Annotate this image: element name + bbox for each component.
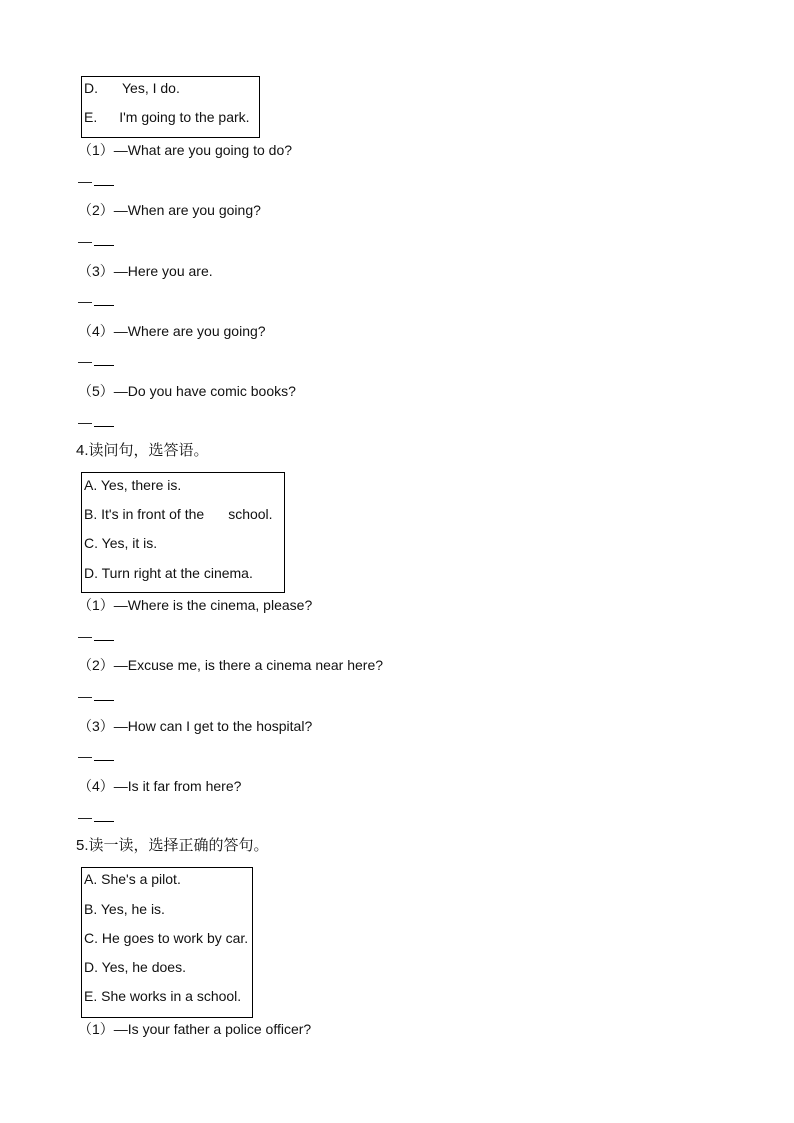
answer-blank[interactable]: [94, 173, 114, 186]
answer-dash: —: [78, 173, 92, 189]
answer-blank[interactable]: [94, 293, 114, 306]
option-a: A. Yes, there is.: [84, 477, 182, 493]
option-d: D. Yes, he does.: [84, 959, 186, 975]
option-letter: D.: [84, 80, 98, 96]
answer-line[interactable]: [78, 172, 114, 190]
question-text: —Excuse me, is there a cinema near here?: [113, 657, 384, 673]
question-number: （2）: [78, 657, 114, 673]
question-number: （1）: [78, 142, 114, 158]
answer-dash: —: [78, 233, 92, 249]
question-row: [78, 382, 296, 400]
option-e: E. She works in a school.: [84, 988, 242, 1004]
option-d: D. Turn right at the cinema.: [84, 565, 253, 581]
question-number: （3）: [78, 718, 114, 734]
question-text: —Is your father a police officer?: [113, 1021, 312, 1037]
option-text: B. It's in front of the: [84, 506, 205, 522]
question-number: （4）: [78, 778, 114, 794]
question-text: —Do you have comic books?: [113, 383, 296, 399]
answer-line[interactable]: [78, 747, 114, 765]
question-row: [78, 596, 312, 614]
question-number: （4）: [78, 323, 114, 339]
answer-blank[interactable]: [94, 353, 114, 366]
answer-line[interactable]: [78, 687, 114, 705]
answer-dash: —: [78, 353, 92, 369]
option-b: [84, 505, 273, 523]
question-row: [78, 717, 312, 735]
option-text: I'm going to the park.: [119, 109, 250, 125]
answer-dash: —: [78, 628, 92, 644]
answer-blank[interactable]: [94, 414, 114, 427]
question-text: —Is it far from here?: [113, 778, 242, 794]
option-letter: E.: [84, 109, 98, 125]
question-row: [78, 322, 266, 340]
section-title: 5.读一读，选择正确的答句。: [76, 837, 269, 854]
option-a: A. She's a pilot.: [84, 871, 181, 887]
option-d: [84, 79, 180, 97]
option-c: C. He goes to work by car.: [84, 930, 249, 946]
option-e: [84, 108, 250, 126]
question-row: [78, 656, 383, 674]
answer-dash: —: [78, 688, 92, 704]
question-text: —Where is the cinema, please?: [113, 597, 313, 613]
section-title: 4.读问句，选答语。: [76, 442, 209, 459]
question-number: （3）: [78, 263, 114, 279]
option-text-tail: school.: [228, 506, 273, 522]
question-number: （5）: [78, 383, 114, 399]
question-text: —Here you are.: [113, 263, 213, 279]
answer-line[interactable]: [78, 808, 114, 826]
question-text: —Where are you going?: [113, 323, 266, 339]
question-row: [78, 201, 261, 219]
answer-dash: —: [78, 293, 92, 309]
question-row: [78, 262, 213, 280]
question-text: —What are you going to do?: [113, 142, 293, 158]
answer-dash: —: [78, 414, 92, 430]
question-text: —When are you going?: [113, 202, 261, 218]
answer-line[interactable]: [78, 292, 114, 310]
answer-blank[interactable]: [94, 748, 114, 761]
question-row: [78, 141, 292, 159]
option-text: Yes, I do.: [122, 80, 180, 96]
question-number: （2）: [78, 202, 114, 218]
answer-dash: —: [78, 809, 92, 825]
answer-blank[interactable]: [94, 809, 114, 822]
answer-blank[interactable]: [94, 688, 114, 701]
answer-line[interactable]: [78, 232, 114, 250]
answer-blank[interactable]: [94, 233, 114, 246]
question-row: [78, 777, 241, 795]
answer-line[interactable]: [78, 627, 114, 645]
answer-dash: —: [78, 748, 92, 764]
option-b: B. Yes, he is.: [84, 901, 165, 917]
option-c: C. Yes, it is.: [84, 535, 158, 551]
answer-line[interactable]: [78, 413, 114, 431]
question-number: （1）: [78, 1021, 114, 1037]
answer-blank[interactable]: [94, 628, 114, 641]
question-row: [78, 1020, 311, 1038]
question-number: （1）: [78, 597, 114, 613]
question-text: —How can I get to the hospital?: [113, 718, 313, 734]
answer-line[interactable]: [78, 352, 114, 370]
